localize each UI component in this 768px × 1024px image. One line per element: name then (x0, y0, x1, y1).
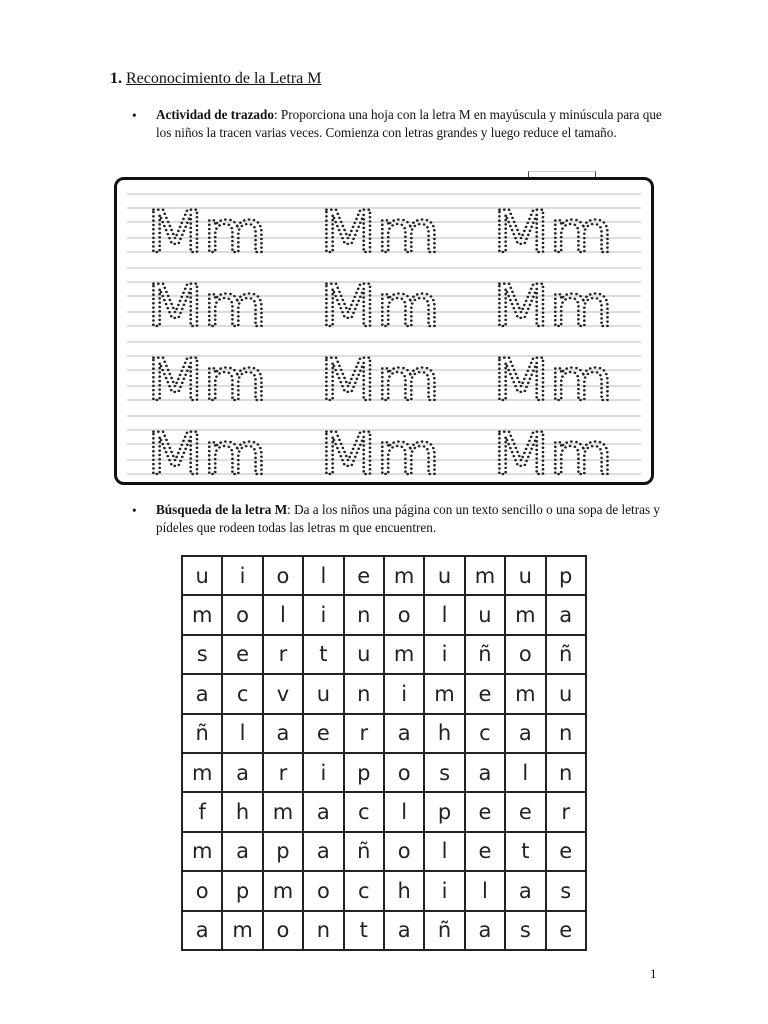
letter-cell: ñ (425, 912, 465, 951)
letter-cell: o (385, 754, 425, 793)
dotted-mm-letters: Mm (147, 346, 267, 414)
letter-cell: l (304, 557, 344, 596)
letter-cell: m (223, 912, 263, 951)
letter-cell: c (345, 793, 385, 832)
letter-cell: h (223, 793, 263, 832)
letter-cell: l (506, 754, 546, 793)
letter-cell: a (223, 754, 263, 793)
letter-cell: o (264, 557, 304, 596)
letter-cell: c (466, 715, 506, 754)
letter-cell: e (345, 557, 385, 596)
letter-cell: e (304, 715, 344, 754)
letter-cell: r (264, 636, 304, 675)
dotted-mm-letters: Mm (320, 272, 440, 340)
dotted-mm-letters: Mm (320, 198, 440, 266)
dotted-mm-letters: Mm (320, 346, 440, 414)
letter-cell: u (506, 557, 546, 596)
letter-cell: h (425, 715, 465, 754)
activity-search-description: : Da a los niños una página con un texto sencillo o una sopa de letras y pídeles que rodeen todas las letras m que encuentren. (156, 502, 660, 535)
section-title: Reconocimiento de la Letra M (126, 70, 322, 87)
letter-cell: m (183, 596, 223, 635)
activity-search-text (156, 501, 666, 536)
letter-cell: a (304, 793, 344, 832)
letter-cell: u (547, 675, 587, 714)
letter-cell: u (425, 557, 465, 596)
letter-cell: a (264, 715, 304, 754)
letter-cell: f (183, 793, 223, 832)
letter-cell: o (223, 596, 263, 635)
letter-cell: n (345, 675, 385, 714)
letter-cell: e (547, 912, 587, 951)
letter-cell: a (223, 833, 263, 872)
letter-cell: c (345, 872, 385, 911)
letter-cell: o (385, 833, 425, 872)
letter-cell: s (506, 912, 546, 951)
letter-cell: m (385, 636, 425, 675)
letter-cell: a (304, 833, 344, 872)
letter-cell: ñ (345, 833, 385, 872)
letter-cell: v (264, 675, 304, 714)
letter-cell: e (466, 675, 506, 714)
letter-cell: o (264, 912, 304, 951)
letter-cell: t (304, 636, 344, 675)
letter-cell: o (183, 872, 223, 911)
letter-cell: m (264, 872, 304, 911)
letter-cell: o (304, 872, 344, 911)
letter-cell: l (425, 833, 465, 872)
letter-cell: h (385, 872, 425, 911)
letter-cell: m (506, 675, 546, 714)
letter-cell: i (385, 675, 425, 714)
letter-cell: p (223, 872, 263, 911)
letter-cell: e (506, 793, 546, 832)
letter-cell: l (264, 596, 304, 635)
letter-cell: a (506, 872, 546, 911)
letter-cell: m (264, 793, 304, 832)
letter-cell: l (385, 793, 425, 832)
letter-cell: m (506, 596, 546, 635)
letter-cell: a (466, 754, 506, 793)
letter-cell: u (345, 636, 385, 675)
letter-cell: a (506, 715, 546, 754)
letter-cell: l (425, 596, 465, 635)
letter-cell: s (547, 872, 587, 911)
letter-cell: a (466, 912, 506, 951)
letter-cell: i (304, 754, 344, 793)
section-heading (110, 70, 321, 88)
letter-cell: p (345, 754, 385, 793)
letter-cell: p (264, 833, 304, 872)
letter-cell: u (304, 675, 344, 714)
section-number: 1. (110, 70, 122, 87)
dotted-mm-letters: Mm (493, 198, 613, 266)
letter-cell: i (223, 557, 263, 596)
activity-tracing-description: : Proporciona una hoja con la letra M en mayúscula y minúscula para que los niños la tracen varias veces. Comienza con letras grandes y luego reduce el tamaño. (156, 107, 662, 140)
letter-cell: m (466, 557, 506, 596)
letter-cell: n (304, 912, 344, 951)
letter-cell: a (183, 912, 223, 951)
letter-cell: o (385, 596, 425, 635)
letter-cell: m (385, 557, 425, 596)
letter-cell: n (345, 596, 385, 635)
letter-cell: u (466, 596, 506, 635)
page-number: 1 (650, 966, 657, 981)
letter-cell: t (345, 912, 385, 951)
letter-cell: e (466, 793, 506, 832)
bullet-2: • (132, 503, 137, 518)
letter-cell: p (547, 557, 587, 596)
letter-cell: s (425, 754, 465, 793)
letter-cell: i (425, 872, 465, 911)
dotted-mm-letters: Mm (493, 272, 613, 340)
activity-tracing-label: Actividad de trazado (156, 107, 274, 122)
letter-cell: m (183, 754, 223, 793)
dotted-mm-letters: Mm (147, 272, 267, 340)
bullet-1: • (132, 108, 137, 123)
letter-cell: r (547, 793, 587, 832)
letter-cell: l (466, 872, 506, 911)
letter-cell: ñ (466, 636, 506, 675)
letter-cell: a (547, 596, 587, 635)
dotted-mm-letters: Mm (493, 420, 613, 482)
dotted-mm-letters: Mm (147, 198, 267, 266)
letter-cell: m (183, 833, 223, 872)
letter-cell: p (425, 793, 465, 832)
word-search-grid (181, 555, 587, 951)
dotted-mm-letters: Mm (320, 420, 440, 482)
letter-cell: l (223, 715, 263, 754)
letter-cell: s (183, 636, 223, 675)
letter-cell: c (223, 675, 263, 714)
letter-cell: m (425, 675, 465, 714)
letter-cell: n (547, 754, 587, 793)
letter-cell: r (345, 715, 385, 754)
letter-cell: i (425, 636, 465, 675)
dotted-mm-letters: Mm (147, 420, 267, 482)
letter-cell: r (264, 754, 304, 793)
tracing-worksheet (114, 177, 654, 485)
letter-cell: e (466, 833, 506, 872)
letter-cell: u (183, 557, 223, 596)
letter-cell: a (385, 912, 425, 951)
activity-tracing-text (156, 106, 666, 141)
letter-cell: t (506, 833, 546, 872)
letter-cell: e (547, 833, 587, 872)
letter-cell: o (506, 636, 546, 675)
tracing-lines (117, 180, 651, 482)
dotted-mm-letters: Mm (493, 346, 613, 414)
letter-cell: e (223, 636, 263, 675)
letter-cell: a (183, 675, 223, 714)
letter-cell: ñ (183, 715, 223, 754)
letter-cell: ñ (547, 636, 587, 675)
letter-cell: a (385, 715, 425, 754)
letter-cell: n (547, 715, 587, 754)
activity-search-label: Búsqueda de la letra M (156, 502, 288, 517)
letter-cell: i (304, 596, 344, 635)
